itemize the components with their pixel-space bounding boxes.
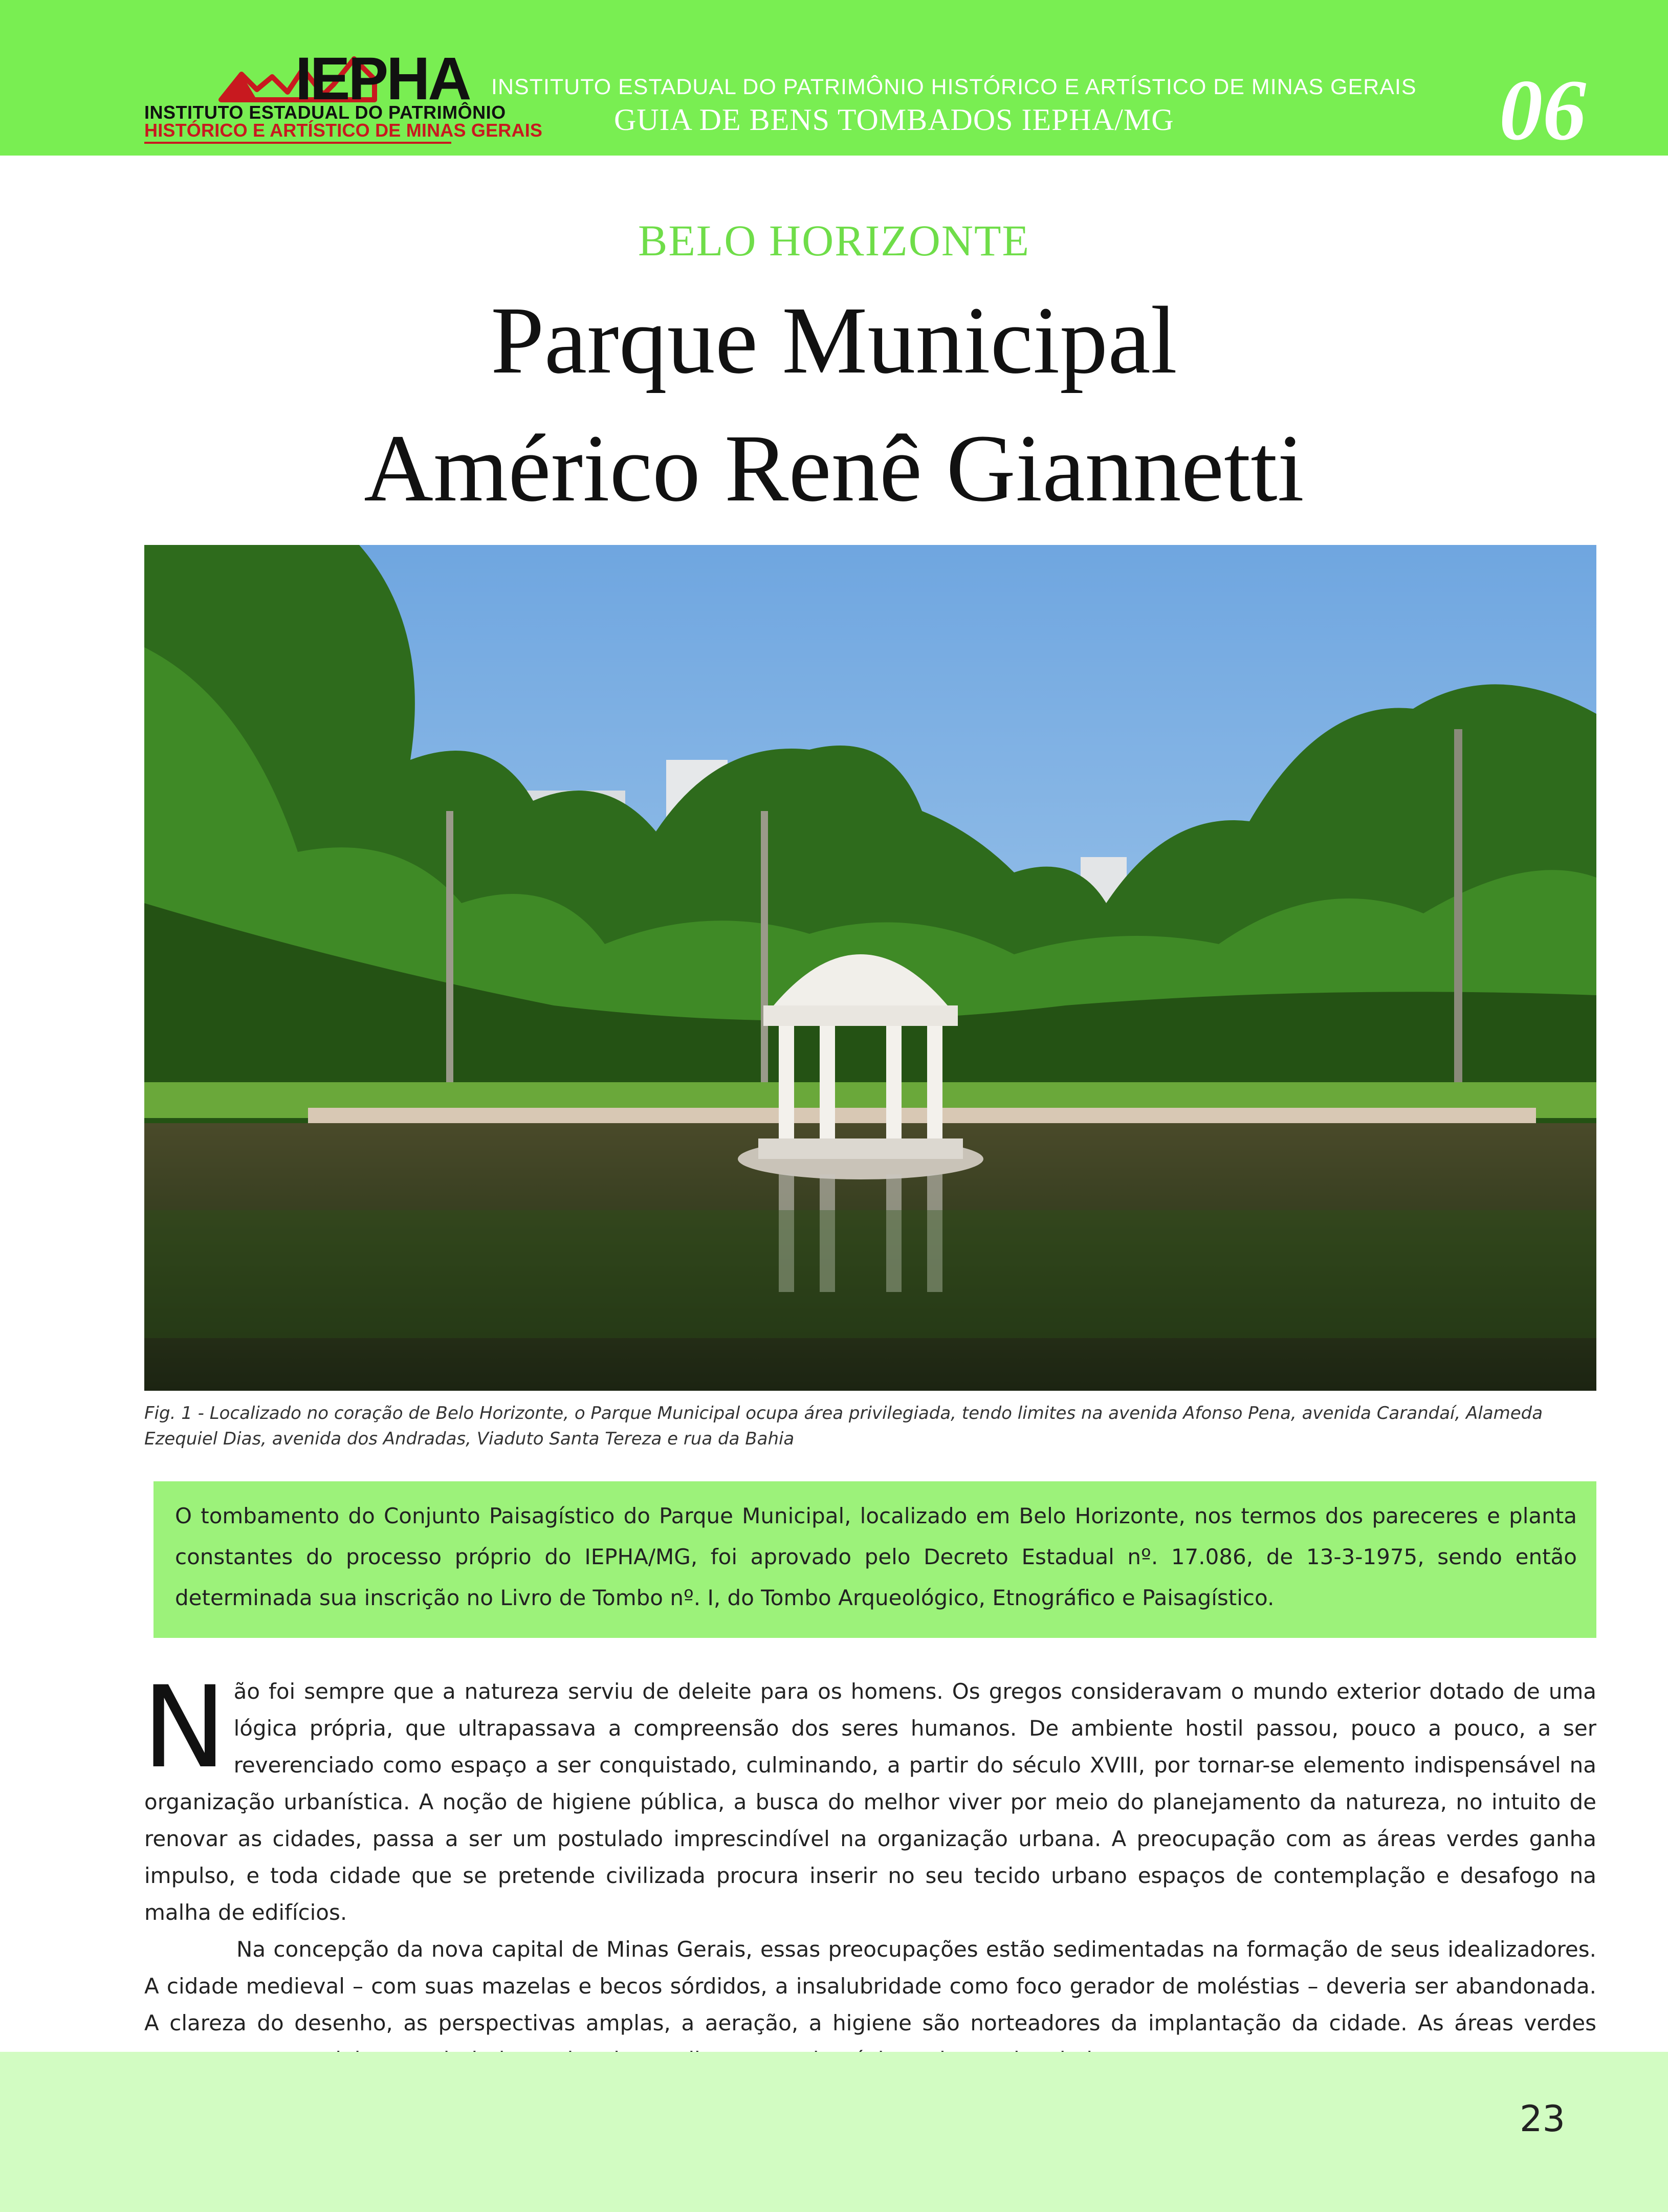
iepha-logo (144, 45, 543, 146)
page-title-line1: Parque Municipal (491, 287, 1177, 393)
footer-band (0, 2052, 1668, 2212)
chapter-number: 06 (1499, 62, 1586, 158)
page-title-line2: Américo Renê Giannetti (364, 414, 1304, 521)
logo-wordmark: IEPHA (295, 45, 470, 113)
drop-cap: N (142, 1662, 227, 1793)
body-paragraph-1-text: ão foi sempre que a natureza serviu de deleite para os homens. Os gregos consideravam o mundo exterior dotado de uma lógica própria, que ultrapassava a compreensão dos seres humanos. De ambiente hostil passou, pouco a pouco, a ser reverenciado como espaço a ser conquistado, culminando, a partir do século XVIII, por tornar-se elemento indispensável na organização urbanística. A noção de higiene pública, a busca do melhor viver por meio do planejamento da natureza, no intuito de renovar as cidades, passa a ser um postulado imprescindível na organização urbana. A preocupação com as áreas verdes ganha impulso, e toda cidade que se pretende civilizada procura inserir no seu tecido urbano espaços de contemplação e desafogo na malha de edifícios. (144, 1679, 1596, 1925)
body-paragraph-1 (142, 1662, 1596, 1931)
logo-subtitle-line1: INSTITUTO ESTADUAL DO PATRIMÔNIO (144, 102, 506, 123)
article-body (142, 1662, 1596, 2078)
guide-title: GUIA DE BENS TOMBADOS IEPHA/MG (614, 103, 1174, 137)
figure-caption: Fig. 1 - Localizado no coração de Belo Horizonte, o Parque Municipal ocupa área privilegiada, tendo limites na avenida Afonso Pena, avenida Carandaí, Alameda Ezequiel Dias, avenida dos Andradas, Viaduto Santa Tereza e rua da Bahia (144, 1403, 1543, 1449)
listing-notice-box (153, 1481, 1596, 1638)
listing-notice-text: O tombamento do Conjunto Paisagístico do Parque Municipal, localizado em Belo Horizonte, nos termos dos pareceres e planta constantes do processo próprio do IEPHA/MG, foi aprovado pelo Decreto Estadual nº. 17.086, de 13-3-1975, sendo então determinada sua inscrição no Livro de Tombo nº. I, do Tombo Arqueológico, Etnográfico e Paisagístico. (175, 1503, 1577, 1610)
logo-underline (144, 142, 451, 144)
logo-subtitle-line2: HISTÓRICO E ARTÍSTICO DE MINAS GERAIS (144, 120, 543, 141)
body-paragraph-2: Na concepção da nova capital de Minas Gerais, essas preocupações estão sedimentadas na formação de seus idealizadores. A cidade medieval – com suas mazelas e becos sórdidos, a insalubridade como foco gerador de moléstias – deveria ser abandonada. A clareza do desenho, as perspectivas amplas, a aeração, a higiene são norteadores da implantação da cidade. As áreas verdes (144, 1937, 1596, 2035)
city-heading: BELO HORIZONTE (638, 216, 1030, 265)
institution-name: INSTITUTO ESTADUAL DO PATRIMÔNIO HISTÓRICO E ARTÍSTICO DE MINAS GERAIS (491, 75, 1417, 99)
page-number: 23 (1520, 2098, 1566, 2140)
park-photo (144, 545, 1596, 1391)
header-band (0, 0, 1668, 156)
